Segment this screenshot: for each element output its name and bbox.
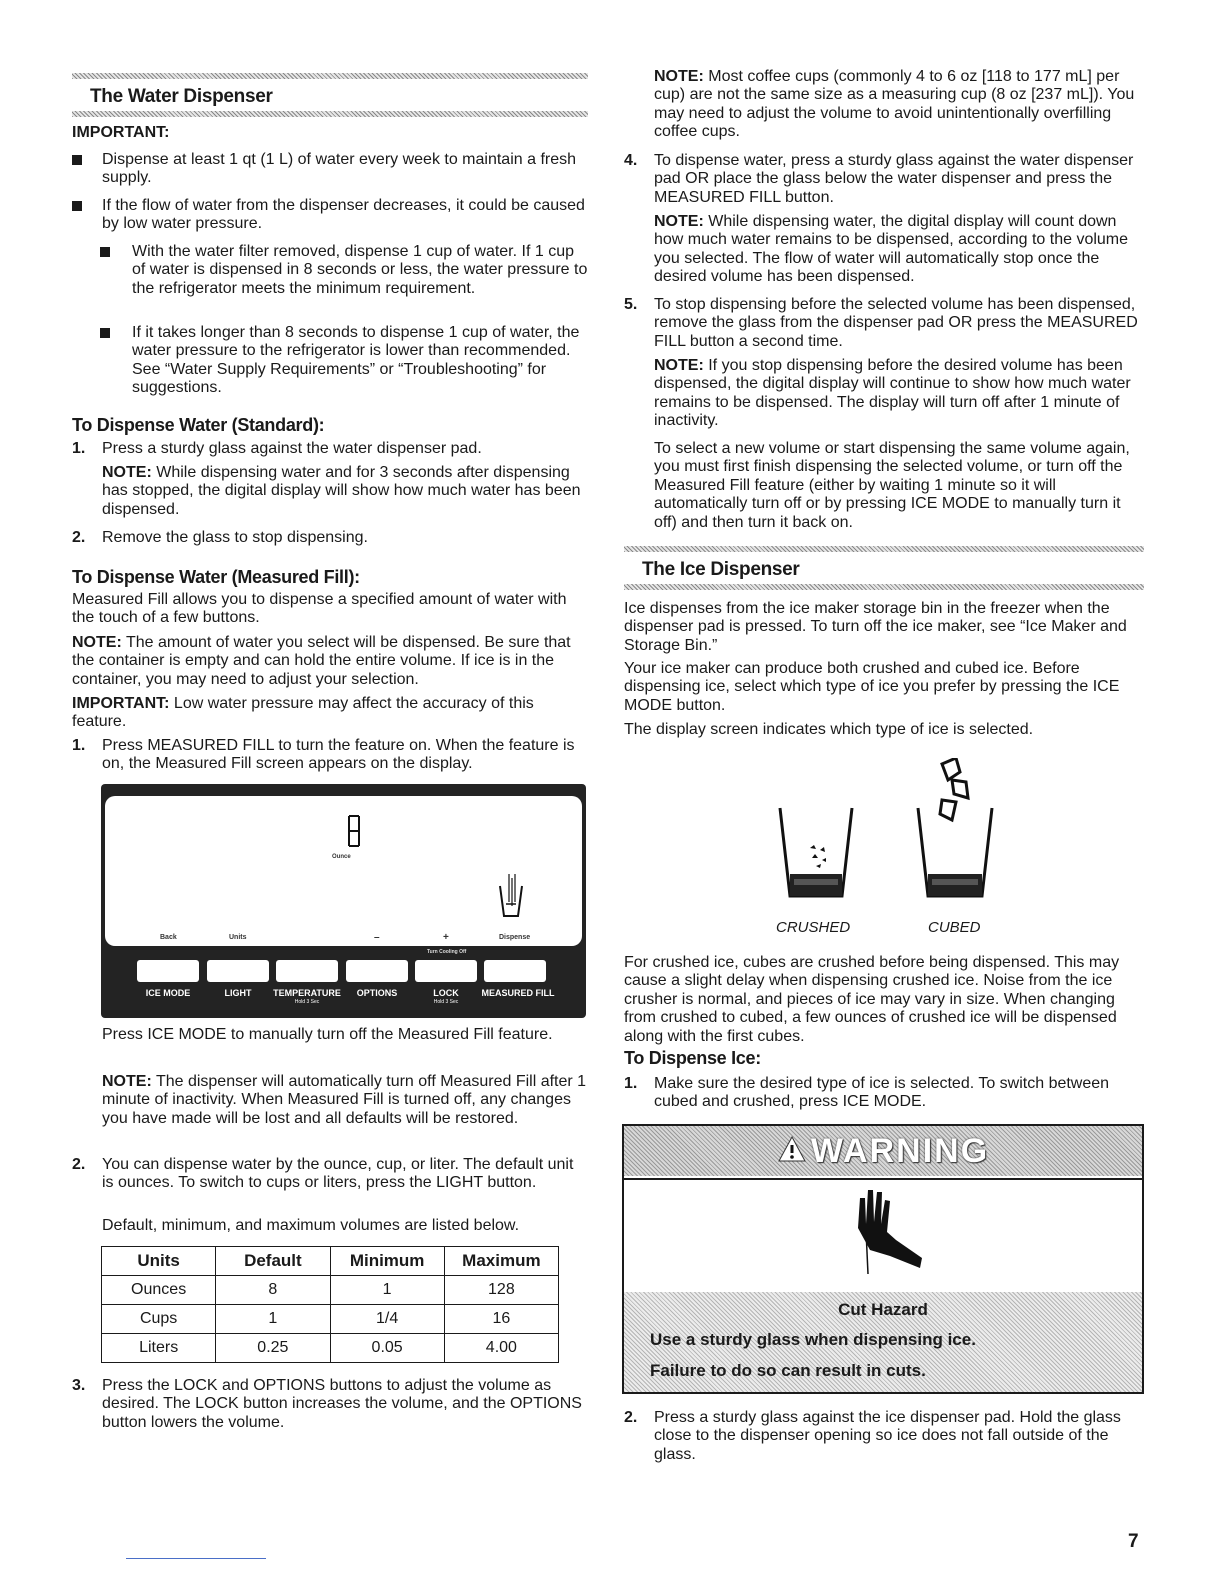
step (72, 440, 588, 458)
table-cell: 4.00 (444, 1334, 558, 1363)
step (72, 1156, 588, 1193)
paragraph (72, 1217, 588, 1235)
note-label: NOTE: (654, 357, 704, 374)
cubed-ice-glass-icon (912, 758, 998, 907)
note-text: The amount of water you select will be dispensed. Be sure that the container is empty and can hold the entire volume. If ice is in the container, you may need to adjust your selection. (72, 634, 571, 688)
paragraph-text: The display screen indicates which type of ice is selected. (624, 721, 1034, 738)
warning-triangle-icon (777, 1135, 807, 1168)
bullet-text: With the water filter removed, dispense 1 cup of water. If 1 cup of water is dispensed in 8 seconds or less, the water pressure to the refrigerator meets the minimum requirement. (132, 243, 588, 297)
step-text: Remove the glass to stop dispensing. (102, 529, 368, 546)
bullet (100, 328, 110, 338)
step (72, 1377, 588, 1432)
note (72, 464, 588, 519)
step-text: Press MEASURED FILL to turn the feature on. When the feature is on, the Measured Fill screen appears on the display. (102, 737, 575, 773)
measured-fill-label: MEASURED FILL (481, 988, 555, 998)
warning-symbol-area (624, 1178, 1142, 1294)
hazard-title: Cut Hazard (838, 1300, 928, 1319)
divider (624, 584, 1144, 590)
step-text: You can dispense water by the ounce, cup, or liter. The default unit is ounces. To switch to cups or liters, press the LIGHT button. (102, 1156, 574, 1192)
step-text: To dispense water, press a sturdy glass against the water dispenser pad OR place the glass below the water dispenser and press the MEASURED FILL button. (654, 152, 1134, 206)
bullet-text: If the flow of water from the dispenser decreases, it could be caused by low water pressure. (102, 197, 585, 233)
step (72, 529, 588, 547)
list-item (72, 243, 588, 298)
note (624, 357, 1144, 431)
step-number: 2. (72, 529, 86, 546)
table-cell: Cups (102, 1305, 216, 1334)
note (72, 634, 588, 689)
light-label: LIGHT (224, 988, 252, 998)
intro-text: Measured Fill allows you to dispense a specified amount of water with the touch of a few buttons. (72, 591, 567, 627)
note-label: NOTE: (102, 464, 152, 481)
step (624, 296, 1144, 351)
table-row (102, 1305, 559, 1334)
step-number: 3. (72, 1377, 86, 1394)
step (624, 152, 1144, 207)
options-label: OPTIONS (356, 988, 398, 998)
table-header: Units (102, 1247, 216, 1276)
note-text: While dispensing water, the digital display will count down how much water remains to be dispensed, according to the volume you selected. The flow of water will automatically stop once the desired volume has been dispensed. (654, 213, 1129, 286)
table-cell: 1 (216, 1305, 330, 1334)
note-text: If you stop dispensing before the desired volume has been dispensed, the digital display will continue to show how much water remains to be dispensed. The display will turn off after 1 minute of inactivity. (654, 357, 1131, 430)
paragraph-text: For crushed ice, cubes are crushed before being dispensed. This may cause a slight delay when dispensing crushed ice. Noise from the ice crusher is normal, and pieces of ice may vary in size. When changing from crushed to cubed, a few ounces of crushed ice will be dispensed along with the first cubes. (624, 954, 1120, 1045)
step-text: Press a sturdy glass against the ice dispenser pad. Hold the glass close to the dispenser opening so ice does not fall outside of the glass. (654, 1409, 1121, 1463)
list-item (72, 151, 588, 188)
lock-button[interactable] (415, 960, 477, 982)
warning-line: Failure to do so can result in cuts. (650, 1361, 926, 1380)
digit-display (347, 814, 361, 848)
display-screen (105, 796, 582, 946)
step-number: 1. (72, 440, 86, 457)
step-number: 2. (624, 1409, 638, 1426)
paragraph (624, 440, 1144, 532)
paragraph (624, 600, 1144, 655)
divider (624, 546, 1144, 552)
glass-icon (498, 872, 524, 923)
table-cell: 16 (444, 1305, 558, 1334)
lock-label: LOCK (433, 988, 459, 998)
volume-table (101, 1246, 559, 1363)
warning-box (622, 1124, 1144, 1394)
step-number: 1. (72, 737, 86, 754)
screen-label-plus: + (443, 932, 449, 943)
measured-heading: To Dispense Water (Measured Fill): (72, 567, 360, 587)
paragraph-text: Your ice maker can produce both crushed and cubed ice. Before dispensing ice, select which type of ice you prefer by pressing the ICE MODE button. (624, 660, 1120, 714)
note (624, 213, 1144, 287)
step-text: To stop dispensing before the selected volume has been dispensed, remove the glass from the dispenser pad OR press the MEASURED FILL button a second time. (654, 296, 1138, 350)
bullet (100, 247, 110, 257)
paragraph-text: To select a new volume or start dispensing the same volume again, you must first finish dispensing the selected volume, or turn off the Measured Fill feature (either by waiting 1 minute so it will automatically turn off or by pressing ICE MODE to manually turn it off) and then turn it back on. (654, 440, 1130, 531)
note (624, 68, 1144, 142)
screen-label-minus: – (374, 932, 380, 943)
unit-label: Ounce (332, 854, 351, 860)
table-row (102, 1276, 559, 1305)
step (624, 1075, 1144, 1112)
table-cell: 1 (330, 1276, 444, 1305)
step (624, 1409, 1144, 1464)
important-note (72, 695, 588, 732)
important-label: IMPORTANT: (72, 695, 170, 712)
table-cell: 0.25 (216, 1334, 330, 1363)
step-text: Make sure the desired type of ice is selected. To switch between cubed and crushed, press ICE MODE. (654, 1075, 1110, 1111)
cut-hand-icon (846, 1188, 926, 1289)
measured-fill-button[interactable] (484, 960, 546, 982)
note-label: NOTE: (654, 213, 704, 230)
table-header: Maximum (444, 1247, 558, 1276)
warning-banner (624, 1126, 1142, 1176)
warning-title: WARNING (810, 1131, 990, 1170)
warning-text-area (624, 1292, 1142, 1392)
table-header: Default (216, 1247, 330, 1276)
list-item (72, 324, 588, 398)
after-panel-text: Press ICE MODE to manually turn off the Measured Fill feature. (102, 1026, 553, 1043)
divider (72, 73, 588, 79)
table-cell: 1/4 (330, 1305, 444, 1334)
paragraph (624, 660, 1144, 715)
table-cell: 128 (444, 1276, 558, 1305)
temperature-button[interactable] (276, 960, 338, 982)
screen-label-dispense: Dispense (499, 934, 531, 941)
note (72, 1073, 588, 1128)
step-text: Press the LOCK and OPTIONS buttons to adjust the volume as desired. The LOCK button increases the volume, and the OPTIONS button lowers the volume. (102, 1377, 582, 1431)
ice-mode-button[interactable] (137, 960, 199, 982)
important-text: Low water pressure may affect the accuracy of this feature. (72, 695, 534, 731)
ice-mode-label: ICE MODE (145, 988, 191, 998)
table-header: Minimum (330, 1247, 444, 1276)
dispenser-control-panel (101, 784, 586, 1018)
important-label: IMPORTANT: (72, 124, 170, 141)
table-cell: 8 (216, 1276, 330, 1305)
crushed-caption: CRUSHED (776, 919, 851, 936)
turn-cooling-label: Turn Cooling Off (427, 949, 467, 955)
table-cell: Liters (102, 1334, 216, 1363)
divider (72, 111, 588, 117)
hold-label: Hold 3 Sec (433, 999, 459, 1005)
note-text: Most coffee cups (commonly 4 to 6 oz [118 to 177 mL] per cup) are not the same size as a measuring cup (8 oz [237 mL]). You may need to adjust the volume to avoid unintentionally overfilling coffee cups. (654, 68, 1135, 141)
step-number: 1. (624, 1075, 638, 1092)
step (72, 737, 588, 774)
dispense-ice-heading: To Dispense Ice: (624, 1048, 761, 1068)
note-label: NOTE: (654, 68, 704, 85)
crushed-ice-glass-icon (776, 762, 856, 907)
water-dispenser-heading: The Water Dispenser (90, 86, 273, 107)
hold-label: Hold 3 Sec (294, 999, 320, 1005)
note-text: The dispenser will automatically turn off Measured Fill after 1 minute of inactivity. When Measured Fill is turned off, any changes you have made will be lost and all defaults will be restored. (102, 1073, 587, 1127)
note-label: NOTE: (102, 1073, 152, 1090)
footer-line (126, 1558, 266, 1559)
step-number: 4. (624, 152, 638, 169)
bullet (72, 155, 82, 165)
bullet-text: Dispense at least 1 qt (1 L) of water every week to maintain a fresh supply. (102, 151, 577, 187)
standard-heading: To Dispense Water (Standard): (72, 415, 325, 435)
light-button[interactable] (207, 960, 269, 982)
paragraph (624, 954, 1144, 1046)
note-text: While dispensing water and for 3 seconds after dispensing has stopped, the digital display will show how much water has been dispensed. (102, 464, 581, 518)
ice-dispenser-heading: The Ice Dispenser (642, 559, 800, 580)
table-header-row (102, 1247, 559, 1276)
cubed-caption: CUBED (928, 919, 981, 936)
paragraph (624, 721, 1144, 739)
list-item (72, 197, 588, 234)
step-text: Press a sturdy glass against the water dispenser pad. (102, 440, 482, 457)
warning-line: Use a sturdy glass when dispensing ice. (650, 1330, 976, 1349)
table-cell: Ounces (102, 1276, 216, 1305)
paragraph (72, 1026, 588, 1044)
table-cell: 0.05 (330, 1334, 444, 1363)
screen-label-back: Back (160, 934, 177, 941)
temperature-label: TEMPERATURE (273, 988, 341, 998)
bullet (72, 201, 82, 211)
paragraph-text: Ice dispenses from the ice maker storage bin in the freezer when the dispenser pad is pressed. To turn off the ice maker, see “Ice Maker and Storage Bin.” (624, 600, 1127, 654)
page-number: 7 (1128, 1531, 1139, 1552)
step-number: 5. (624, 296, 638, 313)
bullet-text: If it takes longer than 8 seconds to dispense 1 cup of water, the water pressure to the refrigerator is lower than recommended. See “Water Supply Requirements” or “Troubleshooting” for suggestions. (132, 324, 580, 397)
screen-label-units: Units (229, 934, 247, 941)
paragraph (72, 591, 588, 628)
table-row (102, 1334, 559, 1363)
options-button[interactable] (346, 960, 408, 982)
note-label: NOTE: (72, 634, 122, 651)
step-text: Default, minimum, and maximum volumes are listed below. (102, 1217, 520, 1234)
step-number: 2. (72, 1156, 86, 1173)
